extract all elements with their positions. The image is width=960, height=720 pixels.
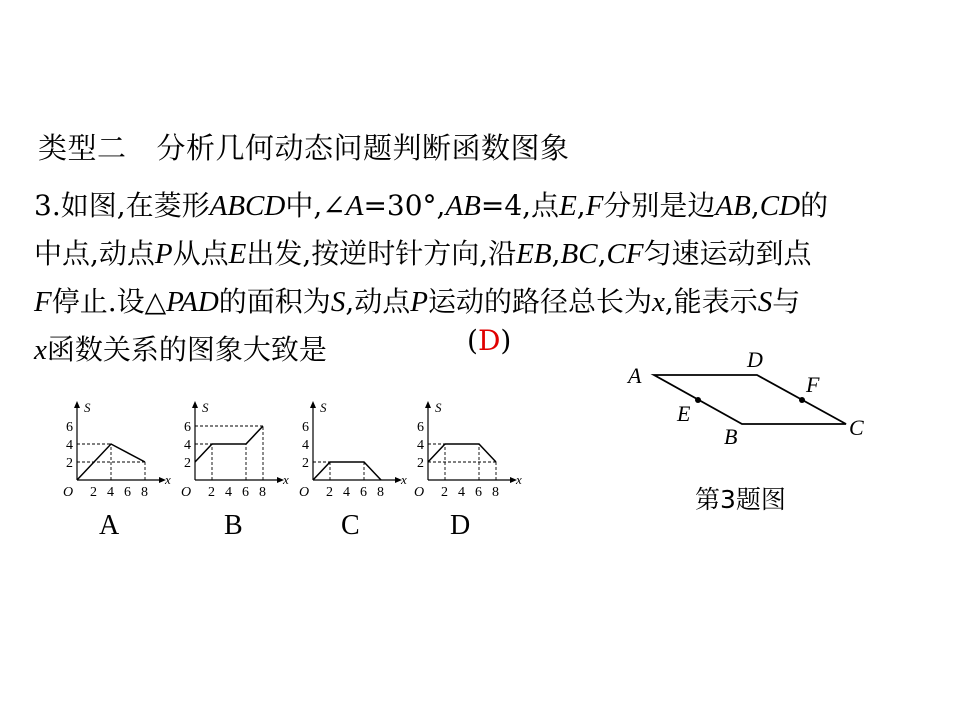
figure-caption: 第3题图: [695, 485, 786, 514]
graph-c-y-arrow: [310, 401, 316, 408]
vertex-b-label: B: [724, 424, 738, 449]
graph-a-x-tick: 6: [124, 485, 131, 500]
graph-a-x-tick: 8: [141, 485, 148, 500]
graph-c-x-tick: 6: [360, 485, 367, 500]
graph-d-y-tick: 2: [417, 456, 424, 471]
graph-a-x-label: x: [165, 472, 171, 487]
graph-c-x-label: x: [401, 472, 407, 487]
graph-d-x-tick: 8: [492, 485, 499, 500]
graph-d-x-tick: 2: [441, 485, 448, 500]
graph-b-origin-label: O: [181, 485, 192, 500]
graph-c-origin-label: O: [299, 485, 310, 500]
question-line-3: F停止.设△PAD的面积为S,动点P运动的路径总长为x,能表示S与: [34, 285, 801, 318]
graph-a-y-tick: 6: [66, 420, 73, 435]
point-f-label: F: [806, 372, 820, 397]
graph-c-x-tick: 4: [343, 485, 350, 500]
vertex-d-label: D: [747, 347, 763, 372]
graph-a-y-tick: 2: [66, 456, 73, 471]
section-title: 分析几何动态问题判断函数图象: [156, 131, 570, 165]
point-f-dot: [799, 397, 805, 403]
graph-d-x-label: x: [516, 472, 522, 487]
graph-a-x-tick: 2: [90, 485, 97, 500]
graph-d-origin-label: O: [414, 485, 425, 500]
graph-a-y-tick: 4: [66, 438, 73, 453]
vertex-c-label: C: [849, 415, 864, 440]
point-e-dot: [695, 397, 701, 403]
graph-a-x-tick: 4: [107, 485, 114, 500]
graph-b-x-tick: 2: [208, 485, 215, 500]
question-line-4: x函数关系的图象大致是: [34, 333, 327, 366]
graph-c-x-tick: 2: [326, 485, 333, 500]
graph-b-y-arrow: [192, 401, 198, 408]
type-label: 类型二: [38, 131, 127, 165]
option-label-c: C: [341, 510, 360, 541]
graph-b-x-label: x: [283, 472, 289, 487]
graph-b-y-label: S: [202, 400, 209, 415]
graph-d-x-tick: 4: [458, 485, 465, 500]
question-line-1: 3.如图,在菱形ABCD中,∠A=30°,AB=4,点E,F分别是边AB,CD的: [34, 189, 829, 222]
graph-b-x-tick: 6: [242, 485, 249, 500]
question-line-2: 中点,动点P从点E出发,按逆时针方向,沿EB,BC,CF匀速运动到点: [34, 237, 812, 270]
graph-c-x-tick: 8: [377, 485, 384, 500]
graph-a-y-label: S: [84, 400, 91, 415]
answer-close: ): [500, 324, 512, 357]
graph-c-y-tick: 6: [302, 420, 309, 435]
graph-d-curve: [428, 444, 496, 462]
graph-b-y-tick: 4: [184, 438, 191, 453]
option-label-d: D: [450, 510, 471, 541]
option-label-b: B: [224, 510, 243, 541]
graph-c-y-tick: 2: [302, 456, 309, 471]
rhombus-figure: [620, 345, 880, 455]
option-graphs: [55, 395, 595, 505]
answer-open: (: [467, 324, 478, 357]
graph-c-y-label: S: [320, 400, 327, 415]
graph-a-y-arrow: [74, 401, 80, 408]
graph-d-y-tick: 4: [417, 438, 424, 453]
graph-d-y-tick: 6: [417, 420, 424, 435]
graph-d-y-arrow: [425, 401, 431, 408]
section-heading: [38, 126, 570, 167]
graph-d-x-tick: 6: [475, 485, 482, 500]
vertex-a-label: A: [628, 363, 642, 388]
option-label-a: A: [99, 510, 120, 541]
graph-c-curve: [313, 462, 381, 480]
graph-d-y-label: S: [435, 400, 442, 415]
answer-box: [467, 324, 511, 357]
graph-b-y-tick: 6: [184, 420, 191, 435]
graph-c-y-tick: 4: [302, 438, 309, 453]
answer-value: D: [477, 324, 501, 357]
graph-a-origin-label: O: [63, 485, 74, 500]
point-e-label: E: [677, 401, 691, 426]
graph-b-y-tick: 2: [184, 456, 191, 471]
graph-b-x-tick: 4: [225, 485, 232, 500]
graph-b-x-tick: 8: [259, 485, 266, 500]
